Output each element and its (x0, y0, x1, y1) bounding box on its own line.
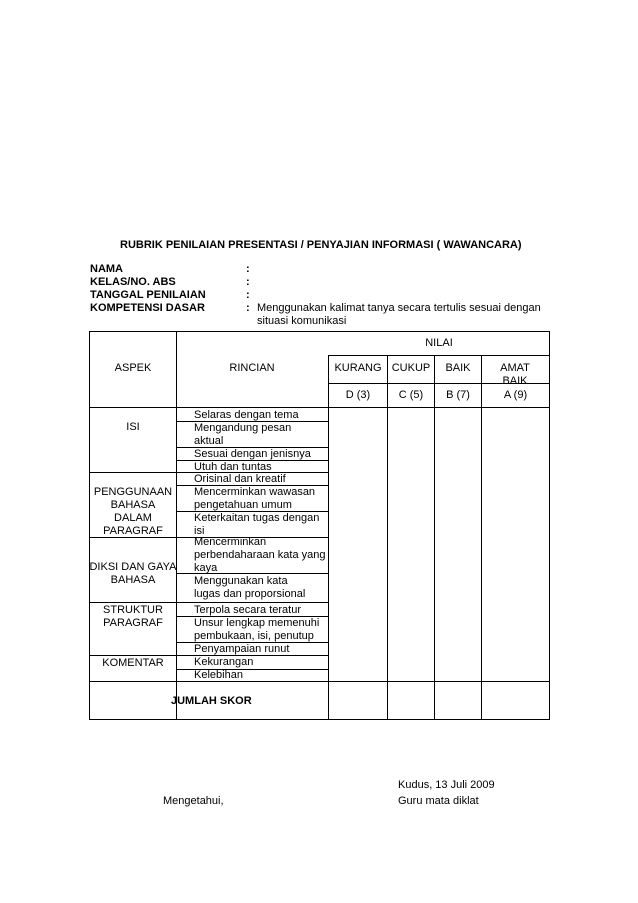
nama-colon: : (246, 263, 250, 275)
aspect-isi: ISI (126, 421, 140, 433)
score-b: B (7) (446, 389, 470, 401)
rincian-item: Keterkaitan tugas dengan isi (194, 512, 320, 537)
kompetensi-label: KOMPETENSI DASAR (90, 302, 205, 314)
score-a: A (9) (503, 389, 528, 401)
rincian-item: Kelebihan (194, 669, 243, 681)
rincian-item: Mencerminkan wawasan pengetahuan umum (194, 486, 316, 511)
jumlah-skor-label: JUMLAH SKOR (171, 695, 252, 707)
baik-header: BAIK (445, 362, 471, 374)
rincian-item: Kekurangan (194, 656, 254, 668)
kurang-header: KURANG (334, 362, 382, 374)
kelas-label: KELAS/NO. ABS (90, 276, 176, 288)
score-d: D (3) (345, 389, 371, 401)
aspect-penggunaan-bahasa: PENGGUNAAN BAHASA DALAM PARAGRAF (93, 486, 173, 537)
place-date: Kudus, 13 Juli 2009 (398, 779, 495, 791)
rincian-item: Mengandung pesan aktual (194, 422, 292, 447)
kompetensi-value: Menggunakan kalimat tanya secara tertulis sesuai dengan situasi komunikasi (257, 302, 541, 327)
rincian-item: Terpola secara teratur (194, 604, 301, 616)
rincian-item: Mencerminkan perbendaharaan kata yang kaya (194, 536, 326, 574)
rincian-item: Unsur lengkap memenuhi pembukaan, isi, penutup (194, 617, 320, 642)
rincian-item: Selaras dengan tema (194, 409, 299, 421)
amat-baik-header: AMAT BAIK (500, 362, 530, 387)
kelas-colon: : (246, 276, 250, 288)
rincian-item: Utuh dan tuntas (194, 461, 272, 473)
aspect-struktur: STRUKTUR PARAGRAF (103, 604, 163, 629)
tanggal-colon: : (246, 289, 250, 301)
mengetahui-label: Mengetahui, (163, 795, 224, 807)
aspect-komentar: KOMENTAR (102, 657, 164, 669)
rincian-item: Orisinal dan kreatif (194, 473, 286, 485)
cukup-header: CUKUP (391, 362, 431, 374)
rincian-item: Menggunakan kata lugas dan proporsional (194, 575, 306, 600)
guru-label: Guru mata diklat (398, 795, 479, 807)
nama-label: NAMA (90, 263, 123, 275)
score-c: C (5) (398, 389, 424, 401)
rincian-header: RINCIAN (229, 362, 275, 374)
aspek-header: ASPEK (114, 362, 152, 374)
kompetensi-colon: : (246, 302, 250, 314)
tanggal-label: TANGGAL PENILAIAN (90, 289, 206, 301)
rincian-item: Penyampaian runut (194, 643, 290, 655)
rincian-item: Sesuai dengan jenisnya (194, 448, 311, 460)
document-title: RUBRIK PENILAIAN PRESENTASI / PENYAJIAN INFORMASI ( WAWANCARA) (120, 239, 522, 251)
aspect-diksi: DIKSI DAN GAYA BAHASA (89, 561, 177, 586)
nilai-header: NILAI (425, 337, 453, 349)
